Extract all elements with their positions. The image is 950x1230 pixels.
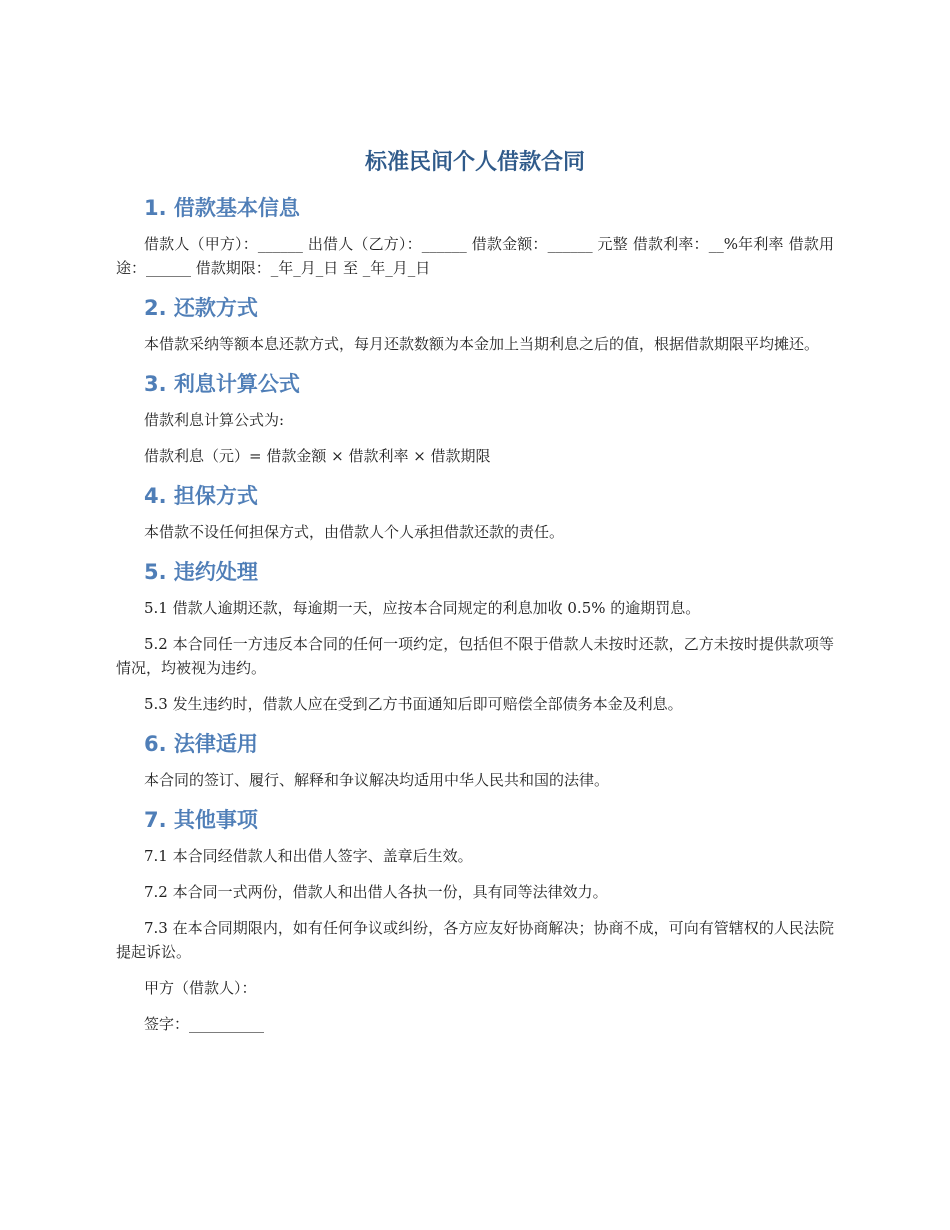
paragraph: 本借款不设任何担保方式，由借款人个人承担借款还款的责任。 [144,523,565,541]
section-interest-formula [116,368,834,468]
paragraph: 借款利息计算公式为: [144,411,285,429]
section-heading: 6. 法律适用 [144,732,258,756]
signature-line: 签字：__________ [144,1015,265,1033]
clause-paragraph: 7.3 在本合同期限内，如有任何争议或纠纷，各方应友好协商解决；协商不成，可向有管辖权的人民法院提起诉讼。 [116,919,834,961]
section-heading: 3. 利息计算公式 [144,372,300,396]
paragraph: 本借款采纳等额本息还款方式，每月还款数额为本金加上当期利息之后的值，根据借款期限平均摊还。 [144,335,820,353]
section-breach [116,556,834,716]
clause-paragraph: 5.2 本合同任一方违反本合同的任何一项约定，包括但不限于借款人未按时还款，乙方未按时提供款项等情况，均被视为违约。 [116,635,834,677]
contract-page [116,146,834,1048]
clause-paragraph: 7.2 本合同一式两份，借款人和出借人各执一份，具有同等法律效力。 [144,883,608,901]
section-heading: 7. 其他事项 [144,808,258,832]
paragraph: 借款人（甲方）：______ 出借人（乙方）：______ 借款金额：______ 元整 借款利率：__%年利率 借款用途：______ 借款期限：_年_月_日 至 _年_月_日 [116,235,834,277]
clause-paragraph: 5.1 借款人逾期还款，每逾期一天，应按本合同规定的利息加收 0.5% 的逾期罚息。 [144,599,701,617]
section-heading: 4. 担保方式 [144,484,258,508]
section-basic-info [116,192,834,280]
document-title: 标准民间个人借款合同 [364,150,585,175]
section-heading: 2. 还款方式 [144,296,258,320]
section-governing-law [116,728,834,792]
section-repayment [116,292,834,356]
clause-paragraph: 5.3 发生违约时，借款人应在受到乙方书面通知后即可赔偿全部债务本金及利息。 [144,695,683,713]
formula-paragraph: 借款利息（元）= 借款金额 × 借款利率 × 借款期限 [144,447,491,465]
clause-paragraph: 7.1 本合同经借款人和出借人签字、盖章后生效。 [144,847,473,865]
party-a-label: 甲方（借款人）： [144,979,257,997]
paragraph: 本合同的签订、履行、解释和争议解决均适用中华人民共和国的法律。 [144,771,610,789]
section-guarantee [116,480,834,544]
section-heading: 5. 违约处理 [144,560,258,584]
section-other-matters [116,804,834,1036]
section-heading: 1. 借款基本信息 [144,196,300,220]
